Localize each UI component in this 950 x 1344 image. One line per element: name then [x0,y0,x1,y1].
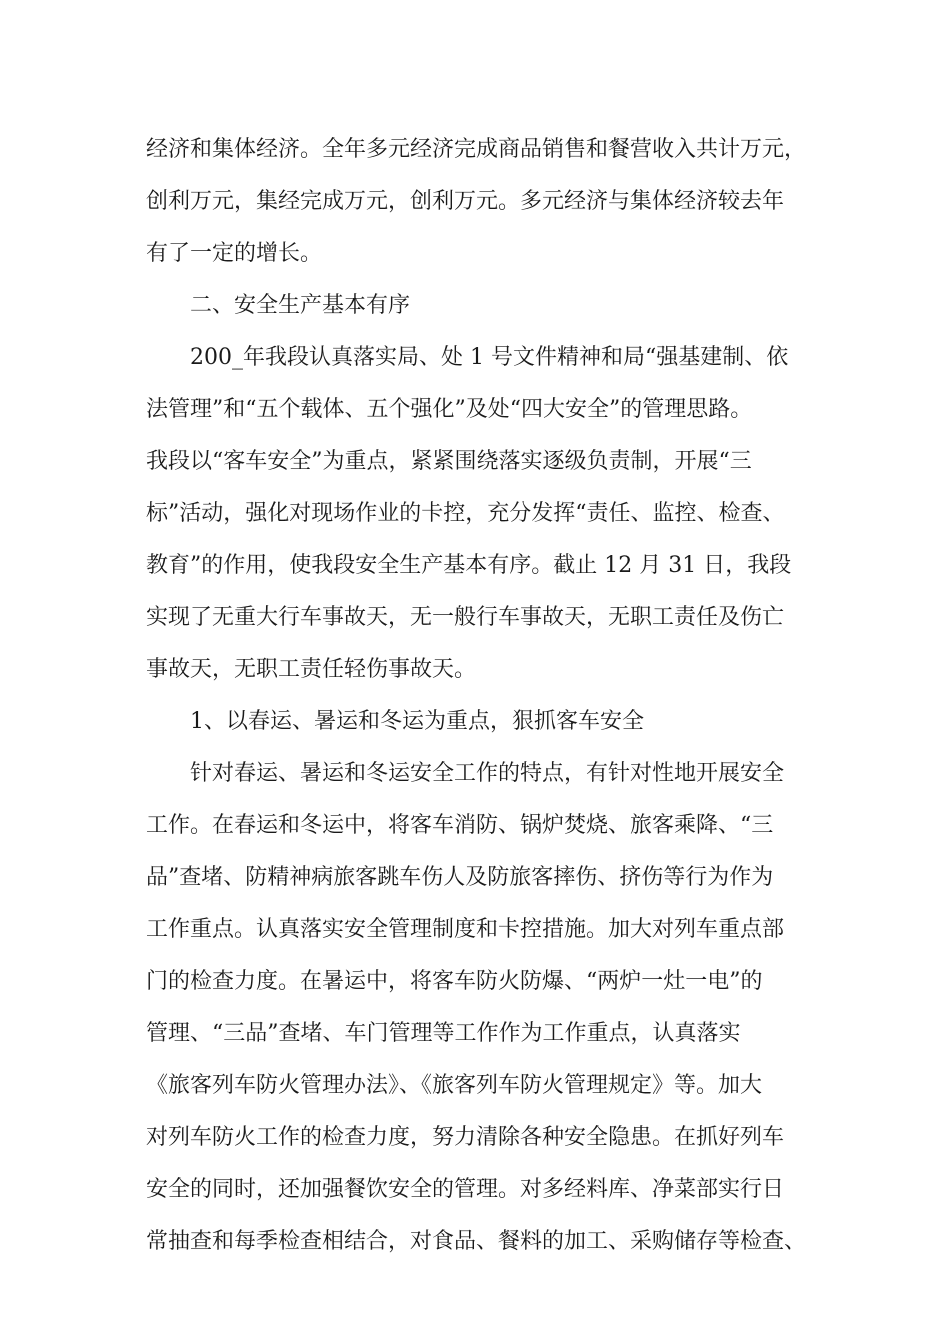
body-line: 针对春运、暑运和冬运安全工作的特点，有针对性地开展安全 [190,761,785,786]
body-line: 安全的同时，还加强餐饮安全的管理。对多经料库、净菜部实行日 [146,1177,785,1202]
body-line: 法管理”和“五个载体、五个强化”及处“四大安全”的管理思路。 [146,397,753,422]
body-line: 品”查堵、防精神病旅客跳车伤人及防旅客摔伤、挤伤等行为作为 [146,865,774,890]
body-line: 经济和集体经济。全年多元经济完成商品销售和餐营收入共计万元， [146,137,807,162]
body-line: 事故天，无职工责任轻伤事故天。 [146,657,477,682]
section-heading: 二、安全生产基本有序 [190,293,411,318]
body-line: 《旅客列车防火管理办法》、《旅客列车防火管理规定》等。加大 [146,1073,763,1098]
body-line: 对列车防火工作的检查力度，努力清除各种安全隐患。在抓好列车 [146,1125,785,1150]
body-line: 管理、“三品”查堵、车门管理等工作作为工作重点，认真落实 [146,1021,741,1046]
body-line: 创利万元，集经完成万元，创利万元。多元经济与集体经济较去年 [146,189,785,214]
body-line: 门的检查力度。在暑运中，将客车防火防爆、“两炉一灶一电”的 [146,969,763,994]
body-line: 有了一定的增长。 [146,241,323,266]
body-line: 教育”的作用，使我段安全生产基本有序。截止 12 月 31 日，我段 [146,553,792,578]
body-line: 标”活动，强化对现场作业的卡控，充分发挥“责任、监控、检查、 [146,501,785,526]
body-line: 实现了无重大行车事故天，无一般行车事故天，无职工责任及伤亡 [146,605,785,630]
body-line: 200_年我段认真落实局、处 1 号文件精神和局“强基建制、依 [190,345,789,370]
body-line: 工作重点。认真落实安全管理制度和卡控措施。加大对列车重点部 [146,917,785,942]
subsection-heading: 1、以春运、暑运和冬运为重点，狠抓客车安全 [190,709,644,734]
body-line: 常抽查和每季检查相结合，对食品、餐料的加工、采购储存等检查、 [146,1229,807,1254]
body-line: 我段以“客车安全”为重点，紧紧围绕落实逐级负责制，开展“三 [146,449,752,474]
document-body [146,124,826,1268]
body-line: 工作。在春运和冬运中，将客车消防、锅炉焚烧、旅客乘降、“三 [146,813,774,838]
